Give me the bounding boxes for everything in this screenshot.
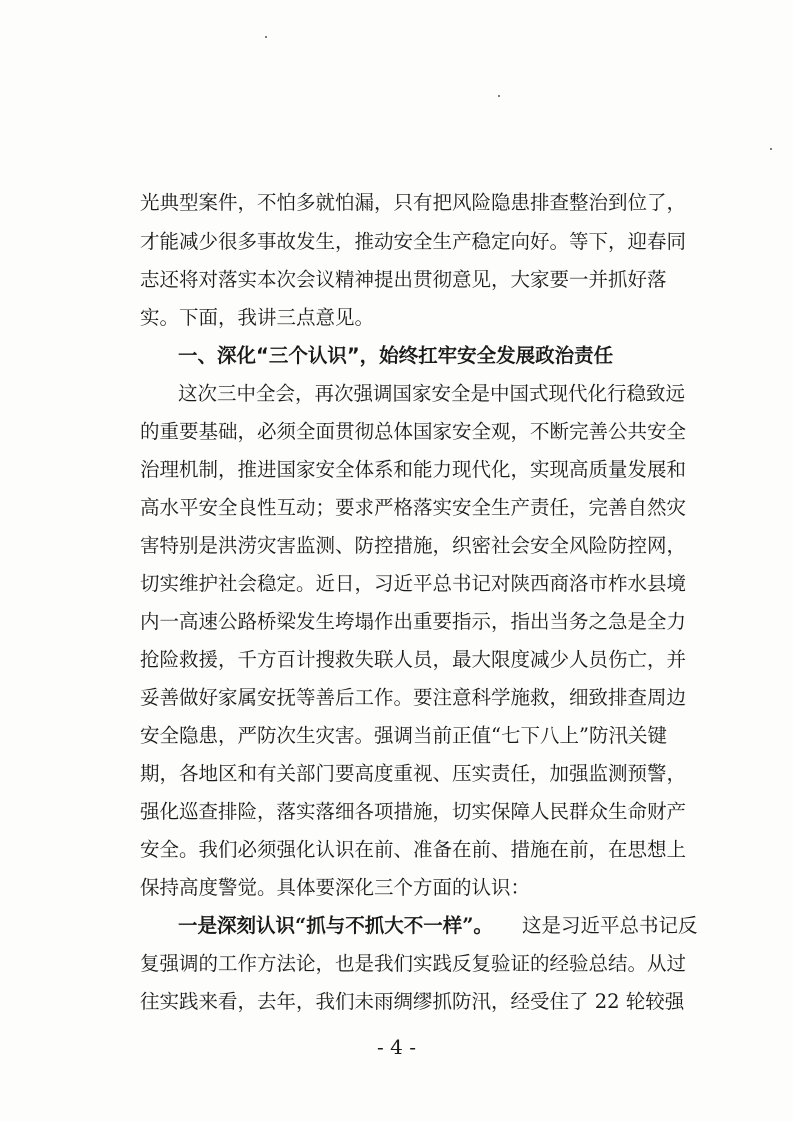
paragraph-text: 这是习近平总书记反 (522, 914, 698, 937)
paragraph-text: 抢险救援，千方百计搜救失联人员，最大限度减少人员伤亡，并 (140, 648, 687, 671)
section-heading-text: 一、深化“三个认识”，始终扛牢安全发展政治责任 (178, 344, 614, 367)
paragraph-text: 光典型案件，不怕多就怕漏，只有把风险隐患排查整治到位了， (140, 191, 687, 214)
text-line (0, 949, 793, 979)
text-line (0, 607, 793, 637)
text-line (0, 683, 793, 713)
emphasis-text: 一是深刻认识“抓与不抓大不一样”。 (178, 914, 493, 937)
paragraph-text: 志还将对落实本次会议精神提出贯彻意见，大家要一并抓好落 (140, 268, 667, 291)
paragraph-text: 才能减少很多事故发生，推动安全生产稳定向好。等下，迎春同 (140, 230, 687, 253)
text-line (0, 303, 793, 333)
paragraph-text: 高水平安全良性互动；要求严格落实安全生产责任，完善自然灾 (140, 496, 687, 519)
text-line (0, 797, 793, 827)
paragraph-text: 妥善做好家属安抚等善后工作。要注意科学施救，细致排查周边 (140, 686, 687, 709)
text-line (0, 417, 793, 447)
paragraph-text: 内一高速公路桥梁发生垮塌作出重要指示，指出当务之急是全力 (140, 610, 687, 633)
text-line (0, 188, 793, 218)
paragraph-text: 往实践来看，去年，我们未雨绸缪抓防汛，经受住了 22 轮较强 (140, 990, 685, 1013)
text-line (0, 227, 793, 257)
text-line (0, 911, 793, 941)
text-line (0, 873, 793, 903)
text-line (0, 569, 793, 599)
paragraph-text: 切实维护社会稳定。近日，习近平总书记对陕西商洛市柞水县境 (140, 572, 687, 595)
paragraph-text: 安全。我们必须强化认识在前、准备在前、措施在前，在思想上 (140, 838, 687, 861)
scan-speck (498, 95, 500, 97)
scan-speck (770, 148, 772, 150)
text-line (0, 265, 793, 295)
text-line (0, 987, 793, 1017)
text-line (0, 493, 793, 523)
scan-speck (265, 36, 267, 38)
text-line (0, 759, 793, 789)
paragraph-text: 实。下面，我讲三点意见。 (140, 306, 375, 329)
text-line (0, 835, 793, 865)
section-heading (0, 341, 793, 371)
paragraph-text: 期，各地区和有关部门要高度重视、压实责任，加强监测预警， (140, 762, 687, 785)
paragraph-text: 害特别是洪涝灾害监测、防控措施，织密社会安全风险防控网， (140, 534, 687, 557)
paragraph-text: 复强调的工作方法论，也是我们实践反复验证的经验总结。从过 (140, 952, 687, 975)
text-line (0, 721, 793, 751)
paragraph-text: 保持高度警觉。具体要深化三个方面的认识： (140, 876, 531, 899)
text-line (0, 455, 793, 485)
paragraph-text: 安全隐患，严防次生灾害。强调当前正值“七下八上”防汛关键 (140, 724, 667, 747)
paragraph-text: 治理机制，推进国家安全体系和能力现代化，实现高质量发展和 (140, 458, 687, 481)
page-number: - 4 - (377, 1035, 416, 1059)
paragraph-text: 这次三中全会，再次强调国家安全是中国式现代化行稳致远 (178, 382, 686, 405)
paragraph-text: 的重要基础，必须全面贯彻总体国家安全观，不断完善公共安全 (140, 420, 687, 443)
text-line (0, 645, 793, 675)
text-line (0, 379, 793, 409)
text-line (0, 531, 793, 561)
paragraph-text: 强化巡查排险，落实落细各项措施，切实保障人民群众生命财产 (140, 800, 687, 823)
